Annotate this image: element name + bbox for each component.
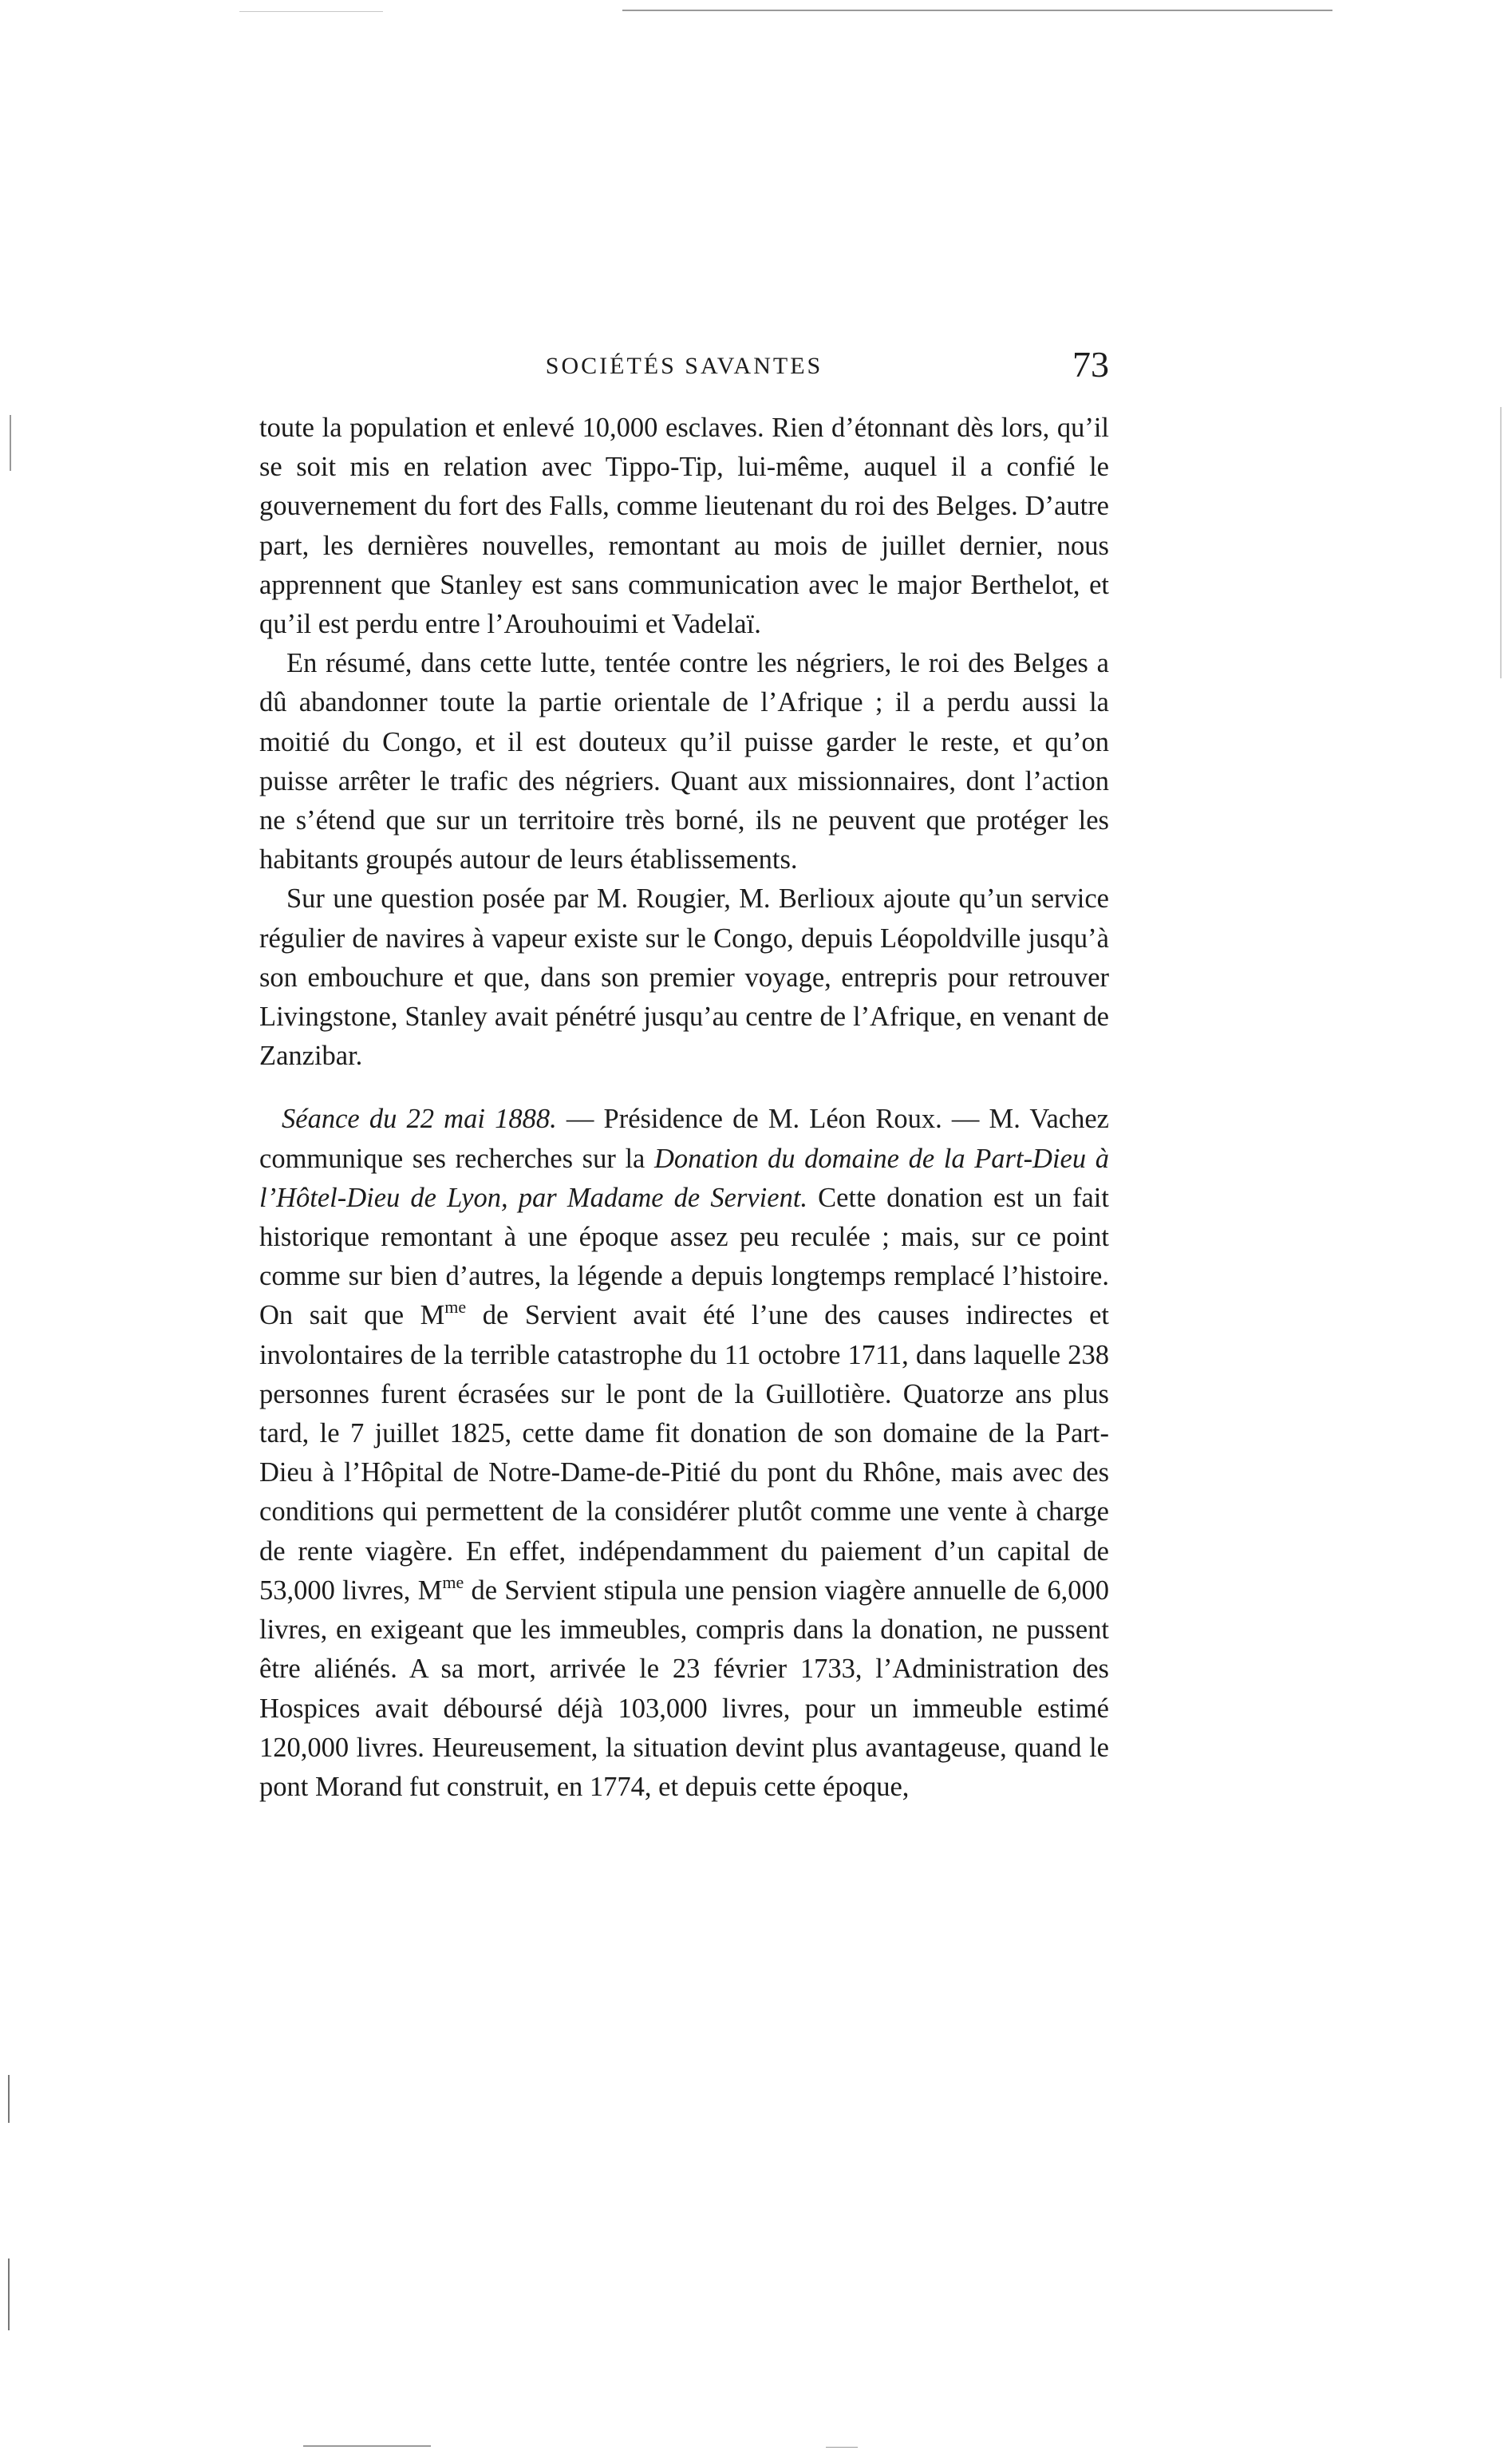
superscript-me-2: me	[442, 1571, 464, 1592]
scan-left-mark-lower	[8, 2258, 10, 2330]
session-text-c: de Servient stipula une pension viagère annuelle de 6,000 livres, en exigeant que les immeubles, compris dans la donation, ne pussent être aliénés. A sa mort, arrivée le 23 février 1733, l’Administration des Hospices avait déboursé déjà 103,000 livres, pour un immeuble estimé 120,000 livres. Heureusement, la situation devint plus avantageuse, quand le pont Morand fut construit, en 1774, et depuis cette époque,	[259, 1575, 1109, 1802]
scan-right-mark	[1500, 407, 1502, 678]
page-number: 73	[1072, 344, 1109, 385]
scan-bottom-rule	[303, 2445, 431, 2447]
scan-bottom-mark	[826, 2447, 858, 2448]
scan-left-mark	[8, 2075, 10, 2123]
paragraph-3: Sur une question posée par M. Rougier, M. Berlioux ajoute qu’un service régulier de navires à vapeur existe sur le Congo, depuis Léopoldville jusqu’à son embouchure et que, dans son premier voyage, entrepris pour retrouver Livingstone, Stanley avait pénétré jusqu’au centre de l’Afrique, en venant de Zanzibar.	[259, 883, 1109, 1072]
superscript-me-1: me	[444, 1297, 467, 1318]
running-title: SOCIÉTÉS SAVANTES	[545, 353, 823, 379]
session-text-a: Cette donation est un fait historique remontant à une époque assez peu reculée ; mais, sur ce point comme sur bien d’autres, la légende a depuis longtemps remplacé l’histoire. On sait que M	[259, 1182, 1109, 1331]
session-text-b: de Servient avait été l’une des causes indirectes et involontaires de la terrible catastrophe du 11 octobre 1711, dans laquelle 238 personnes furent écrasées sur le pont de la Guillotière. Quatorze ans plus tard, le 7 juillet 1825, cette dame fit donation de son domaine de la Part-Dieu à l’Hôpital de Notre-Dame-de-Pitié du pont du Rhône, mais avec des conditions qui permettent de la considérer plutôt comme une vente à charge de rente viagère. En effet, indépendamment du paiement d’un capital de 53,000 livres, M	[259, 1300, 1109, 1606]
paragraph-1: toute la population et enlevé 10,000 esclaves. Rien d’étonnant dès lors, qu’il se soit mis en relation avec Tippo-Tip, lui-même, auquel il a confié le gouvernement du fort des Falls, comme lieutenant du roi des Belges. D’autre part, les dernières nouvelles, remontant au mois de juillet dernier, nous apprennent que Stanley est sans communication avec le major Berthelot, et qu’il est perdu entre l’Arouhouimi et Vadelaï.	[259, 413, 1109, 640]
work-title: Donation du domaine de la Part-Dieu à l’Hôtel-Dieu de Lyon, par Madame de Servient.	[259, 1143, 1110, 1213]
running-head	[259, 343, 1109, 399]
session-date: Séance du 22 mai 1888.	[282, 1104, 557, 1135]
scan-top-mark	[239, 11, 383, 12]
paragraph-2: En résumé, dans cette lutte, tentée contre les négriers, le roi des Belges a dû abandonner toute la partie orientale de l’Afrique ; il a perdu aussi la moitié du Congo, et il est douteux qu’il puisse garder le reste, et qu’on puisse arrêter le trafic des négriers. Quant aux missionnaires, dont l’action ne s’étend que sur un territoire très borné, ils ne peuvent que protéger les habitants groupés autour de leurs établissements.	[259, 648, 1109, 875]
session-presidency: — Présidence de M. Léon Roux. — M. Vachez communique ses recherches sur la	[259, 1104, 1109, 1174]
page-body	[259, 409, 1109, 1807]
paragraph-session	[259, 1100, 1109, 1807]
scan-top-rule	[622, 10, 1332, 11]
book-page	[259, 343, 1109, 1807]
scan-left-mark-upper	[10, 415, 11, 471]
